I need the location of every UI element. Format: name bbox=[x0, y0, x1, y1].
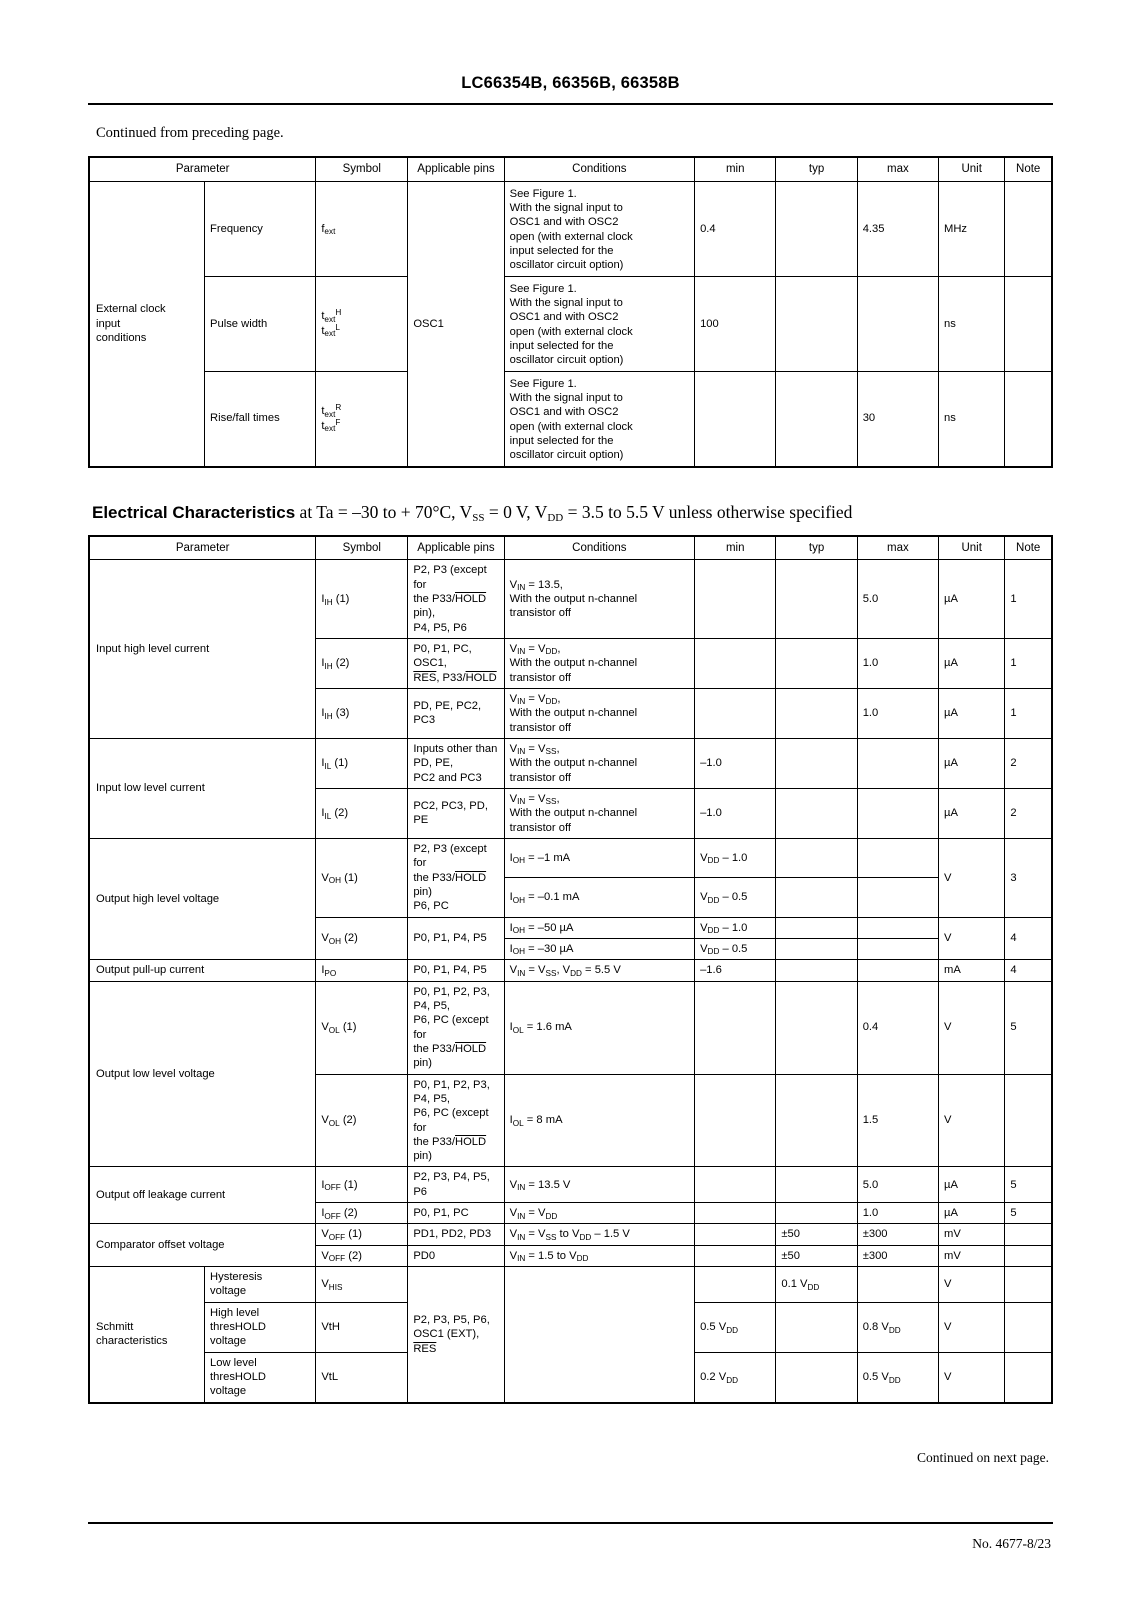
unit-vol1: V bbox=[939, 981, 1005, 1074]
typ-voh2-b bbox=[776, 938, 857, 959]
col-symbol: Symbol bbox=[316, 536, 408, 560]
min-iil2: –1.0 bbox=[695, 788, 776, 838]
typ-rise-fall bbox=[776, 371, 857, 466]
min-voh2-a: $V_{DD} - 1.0$ bbox=[695, 917, 776, 938]
min-pulse-width: 100 bbox=[695, 276, 776, 371]
section-heading-rest: at Ta = –30 to + 70°C, V bbox=[295, 501, 473, 522]
note-iil1: 2 bbox=[1005, 738, 1052, 788]
page-number: No. 4677-8/23 bbox=[972, 1535, 1051, 1551]
note-iih3: 1 bbox=[1005, 688, 1052, 738]
unit-iih1: µA bbox=[939, 560, 1005, 639]
conditions-voh1-a: $I_{OH} = -1$ mA bbox=[504, 838, 694, 877]
col-unit: Unit bbox=[939, 536, 1005, 560]
typ-frequency bbox=[776, 181, 857, 276]
symbol-iil1: $I_{IL}$ (1) bbox=[316, 738, 408, 788]
typ-iih3 bbox=[776, 688, 857, 738]
pins-iih3: PD, PE, PC2, PC3 bbox=[408, 688, 504, 738]
min-iih1 bbox=[695, 560, 776, 639]
note-vtl bbox=[1005, 1352, 1052, 1402]
unit-vol2: V bbox=[939, 1074, 1005, 1167]
col-note: Note bbox=[1005, 157, 1052, 181]
symbol-iih3: $I_{IH}$ (3) bbox=[316, 688, 408, 738]
note-voh2: 4 bbox=[1005, 917, 1052, 960]
symbol-text-rise-fall: $t_{ext}^R$ $t_{ext}^F$ bbox=[316, 371, 408, 466]
symbol-fext: $f_{ext}$ bbox=[316, 181, 408, 276]
conditions-rise-fall: See Figure 1. With the signal input to OSC1 and with OSC2 open (with external clock input selected for the oscillator circuit option) bbox=[504, 371, 694, 466]
typ-voh1-b bbox=[776, 878, 857, 917]
min-vtl: 0.2 $V_{DD}$ bbox=[695, 1352, 776, 1402]
symbol-voh2: $V_{OH}$ (2) bbox=[316, 917, 408, 960]
page-title: LC66354B, 66356B, 66358B bbox=[461, 74, 680, 92]
pins-voff1: PD1, PD2, PD3 bbox=[408, 1224, 504, 1245]
pins-iih2: P0, P1, PC, OSC1, $\overline{RES}$, P33/HOLD bbox=[408, 638, 504, 688]
unit-vhis: V bbox=[939, 1267, 1005, 1303]
symbol-vol2: $V_{OL}$ (2) bbox=[316, 1074, 408, 1167]
col-symbol: Symbol bbox=[316, 157, 408, 181]
symbol-vth: VtH bbox=[316, 1302, 408, 1352]
symbol-ioff1: $I_{OFF}$ (1) bbox=[316, 1167, 408, 1203]
typ-vtl bbox=[776, 1352, 857, 1402]
pins-voh2: P0, P1, P4, P5 bbox=[408, 917, 504, 960]
unit-iil1: µA bbox=[939, 738, 1005, 788]
section-heading-sub2: DD bbox=[547, 511, 564, 524]
unit-iih2: µA bbox=[939, 638, 1005, 688]
symbol-voff1: $V_{OFF}$ (1) bbox=[316, 1224, 408, 1245]
typ-vol1 bbox=[776, 981, 857, 1074]
min-iih2 bbox=[695, 638, 776, 688]
group-label-input-high-level-current: Input high level current bbox=[89, 560, 316, 739]
max-vth: 0.8 $V_{DD}$ bbox=[857, 1302, 938, 1352]
max-vol1: 0.4 bbox=[857, 981, 938, 1074]
typ-iih1 bbox=[776, 560, 857, 639]
group-label-output-high-level-voltage: Output high level voltage bbox=[89, 838, 316, 959]
unit-voh1: V bbox=[939, 838, 1005, 917]
symbol-ioff2: $I_{OFF}$ (2) bbox=[316, 1203, 408, 1224]
typ-voh2-a bbox=[776, 917, 857, 938]
conditions-vol1: $I_{OL} = 1.6$ mA bbox=[504, 981, 694, 1074]
pins-vol1: P0, P1, P2, P3, P4, P5, P6, PC (except for the P33/HOLD pin) bbox=[408, 981, 504, 1074]
symbol-iih2: $I_{IH}$ (2) bbox=[316, 638, 408, 688]
unit-frequency: MHz bbox=[939, 181, 1005, 276]
note-iih2: 1 bbox=[1005, 638, 1052, 688]
min-vol2 bbox=[695, 1074, 776, 1167]
typ-voff1: ±50 bbox=[776, 1224, 857, 1245]
unit-voff1: mV bbox=[939, 1224, 1005, 1245]
conditions-ipo: $V_{IN} = V_{SS}$, $V_{DD} = 5.5$ V bbox=[504, 960, 694, 981]
pins-vol2: P0, P1, P2, P3, P4, P5, P6, PC (except for the P33/HOLD pin) bbox=[408, 1074, 504, 1167]
note-ioff1: 5 bbox=[1005, 1167, 1052, 1203]
max-vol2: 1.5 bbox=[857, 1074, 938, 1167]
conditions-iil2: $V_{IN} = V_{SS}$, With the output n-channel transistor off bbox=[504, 788, 694, 838]
table-row bbox=[89, 560, 1052, 639]
group-label-external-clock: External clock input conditions bbox=[89, 181, 205, 466]
table-row bbox=[89, 838, 1052, 877]
note-pulse-width bbox=[1005, 276, 1052, 371]
max-voh1-a bbox=[857, 838, 938, 877]
section-heading-end: = 3.5 to 5.5 V unless otherwise specified bbox=[563, 501, 853, 522]
group-label-output-pullup-current: Output pull-up current bbox=[89, 960, 316, 981]
max-iil2 bbox=[857, 788, 938, 838]
note-ipo: 4 bbox=[1005, 960, 1052, 981]
conditions-voh1-b: $I_{OH} = -0.1$ mA bbox=[504, 878, 694, 917]
unit-vtl: V bbox=[939, 1352, 1005, 1402]
conditions-voff2: $V_{IN} = 1.5$ to $V_{DD}$ bbox=[504, 1245, 694, 1266]
note-ioff2: 5 bbox=[1005, 1203, 1052, 1224]
col-applicable-pins: Applicable pins bbox=[408, 536, 504, 560]
typ-ioff2 bbox=[776, 1203, 857, 1224]
max-ioff2: 1.0 bbox=[857, 1203, 938, 1224]
note-vhis bbox=[1005, 1267, 1052, 1303]
conditions-ioff1: $V_{IN} = 13.5$ V bbox=[504, 1167, 694, 1203]
note-voff2 bbox=[1005, 1245, 1052, 1266]
header-divider bbox=[88, 103, 1053, 105]
col-max: max bbox=[857, 536, 938, 560]
col-conditions: Conditions bbox=[504, 157, 694, 181]
section-heading-electrical-characteristics bbox=[92, 502, 1053, 523]
typ-voff2: ±50 bbox=[776, 1245, 857, 1266]
conditions-frequency: See Figure 1. With the signal input to OSC1 and with OSC2 open (with external clock input selected for the oscillator circuit option) bbox=[504, 181, 694, 276]
conditions-pulse-width: See Figure 1. With the signal input to OSC1 and with OSC2 open (with external clock input selected for the oscillator circuit option) bbox=[504, 276, 694, 371]
pins-ipo: P0, P1, P4, P5 bbox=[408, 960, 504, 981]
unit-ioff1: µA bbox=[939, 1167, 1005, 1203]
continued-from-note: Continued from preceding page. bbox=[96, 125, 284, 141]
param-rise-fall-times: Rise/fall times bbox=[205, 371, 316, 466]
group-label-input-low-level-current: Input low level current bbox=[89, 738, 316, 838]
typ-vth bbox=[776, 1302, 857, 1352]
max-vtl: 0.5 $V_{DD}$ bbox=[857, 1352, 938, 1402]
col-unit: Unit bbox=[939, 157, 1005, 181]
unit-rise-fall: ns bbox=[939, 371, 1005, 466]
min-ioff2 bbox=[695, 1203, 776, 1224]
unit-voh2: V bbox=[939, 917, 1005, 960]
electrical-characteristics-table bbox=[88, 535, 1053, 1404]
min-ioff1 bbox=[695, 1167, 776, 1203]
max-voh2-b bbox=[857, 938, 938, 959]
min-iil1: –1.0 bbox=[695, 738, 776, 788]
max-frequency: 4.35 bbox=[857, 181, 938, 276]
table-row bbox=[89, 1167, 1052, 1203]
group-label-schmitt-characteristics: Schmitt characteristics bbox=[89, 1267, 205, 1403]
pins-ioff2: P0, P1, PC bbox=[408, 1203, 504, 1224]
group-label-output-off-leakage-current: Output off leakage current bbox=[89, 1167, 316, 1224]
note-vth bbox=[1005, 1302, 1052, 1352]
max-iih3: 1.0 bbox=[857, 688, 938, 738]
typ-iil1 bbox=[776, 738, 857, 788]
col-note: Note bbox=[1005, 536, 1052, 560]
max-pulse-width bbox=[857, 276, 938, 371]
table-row bbox=[89, 181, 1052, 276]
min-voh1-b: $V_{DD} - 0.5$ bbox=[695, 878, 776, 917]
symbol-voff2: $V_{OFF}$ (2) bbox=[316, 1245, 408, 1266]
unit-iih3: µA bbox=[939, 688, 1005, 738]
group-label-output-low-level-voltage: Output low level voltage bbox=[89, 981, 316, 1167]
min-voff1 bbox=[695, 1224, 776, 1245]
col-conditions: Conditions bbox=[504, 536, 694, 560]
note-vol1: 5 bbox=[1005, 981, 1052, 1074]
param-pulse-width: Pulse width bbox=[205, 276, 316, 371]
unit-vth: V bbox=[939, 1302, 1005, 1352]
min-rise-fall bbox=[695, 371, 776, 466]
min-vhis bbox=[695, 1267, 776, 1303]
max-voh2-a bbox=[857, 917, 938, 938]
conditions-voh2-a: $I_{OH} = -50$ µA bbox=[504, 917, 694, 938]
max-iih2: 1.0 bbox=[857, 638, 938, 688]
min-voh1-a: $V_{DD} - 1.0$ bbox=[695, 838, 776, 877]
note-rise-fall bbox=[1005, 371, 1052, 466]
max-iil1 bbox=[857, 738, 938, 788]
symbol-vhis: $V_{HIS}$ bbox=[316, 1267, 408, 1303]
max-voh1-b bbox=[857, 878, 938, 917]
max-voff2: ±300 bbox=[857, 1245, 938, 1266]
max-ioff1: 5.0 bbox=[857, 1167, 938, 1203]
pins-schmitt: P2, P3, P5, P6, OSC1 (EXT), $\overline{RES}$ bbox=[408, 1267, 504, 1403]
section-heading-mid: = 0 V, V bbox=[484, 501, 548, 522]
symbol-ipo: $I_{PO}$ bbox=[316, 960, 408, 981]
min-vol1 bbox=[695, 981, 776, 1074]
note-vol2 bbox=[1005, 1074, 1052, 1167]
typ-vol2 bbox=[776, 1074, 857, 1167]
pins-ioff1: P2, P3, P4, P5, P6 bbox=[408, 1167, 504, 1203]
unit-ipo: mA bbox=[939, 960, 1005, 981]
pins-iil2: PC2, PC3, PD, PE bbox=[408, 788, 504, 838]
external-clock-table bbox=[88, 156, 1053, 468]
conditions-voh2-b: $I_{OH} = -30$ µA bbox=[504, 938, 694, 959]
max-iih1: 5.0 bbox=[857, 560, 938, 639]
col-applicable-pins: Applicable pins bbox=[408, 157, 504, 181]
symbol-iih1: $I_{IH}$ (1) bbox=[316, 560, 408, 639]
min-voff2 bbox=[695, 1245, 776, 1266]
param-frequency: Frequency bbox=[205, 181, 316, 276]
pins-iih1: P2, P3 (except for the P33/HOLD pin), P4, P5, P6 bbox=[408, 560, 504, 639]
unit-ioff2: µA bbox=[939, 1203, 1005, 1224]
max-rise-fall: 30 bbox=[857, 371, 938, 466]
col-max: max bbox=[857, 157, 938, 181]
col-typ: typ bbox=[776, 536, 857, 560]
note-iih1: 1 bbox=[1005, 560, 1052, 639]
typ-voh1-a bbox=[776, 838, 857, 877]
max-voff1: ±300 bbox=[857, 1224, 938, 1245]
col-typ: typ bbox=[776, 157, 857, 181]
symbol-voh1: $V_{OH}$ (1) bbox=[316, 838, 408, 917]
table-row bbox=[89, 981, 1052, 1074]
max-vhis bbox=[857, 1267, 938, 1303]
table-row bbox=[89, 371, 1052, 466]
typ-ioff1 bbox=[776, 1167, 857, 1203]
sublabel-high-level-threshold-voltage: High level thresHOLD voltage bbox=[205, 1302, 316, 1352]
max-ipo bbox=[857, 960, 938, 981]
note-iil2: 2 bbox=[1005, 788, 1052, 838]
col-min: min bbox=[695, 536, 776, 560]
conditions-voff1: $V_{IN} = V_{SS}$ to $V_{DD} - 1.5$ V bbox=[504, 1224, 694, 1245]
conditions-ioff2: $V_{IN} = V_{DD}$ bbox=[504, 1203, 694, 1224]
conditions-vol2: $I_{OL} = 8$ mA bbox=[504, 1074, 694, 1167]
min-vth: 0.5 $V_{DD}$ bbox=[695, 1302, 776, 1352]
sublabel-hysteresis-voltage: Hysteresis voltage bbox=[205, 1267, 316, 1303]
note-frequency bbox=[1005, 181, 1052, 276]
table-row bbox=[89, 738, 1052, 788]
table-header-row bbox=[89, 536, 1052, 560]
min-iih3 bbox=[695, 688, 776, 738]
note-voh1: 3 bbox=[1005, 838, 1052, 917]
col-parameter: Parameter bbox=[89, 536, 316, 560]
unit-iil2: µA bbox=[939, 788, 1005, 838]
pins-voh1: P2, P3 (except for the P33/HOLD pin) P6, PC bbox=[408, 838, 504, 917]
continued-next-note: Continued on next page. bbox=[917, 1449, 1049, 1465]
col-parameter: Parameter bbox=[89, 157, 316, 181]
group-label-comparator-offset-voltage: Comparator offset voltage bbox=[89, 1224, 316, 1267]
typ-iil2 bbox=[776, 788, 857, 838]
symbol-iil2: $I_{IL}$ (2) bbox=[316, 788, 408, 838]
table-header-row bbox=[89, 157, 1052, 181]
applicable-pins-osc1: OSC1 bbox=[408, 181, 504, 466]
min-ipo: –1.6 bbox=[695, 960, 776, 981]
typ-pulse-width bbox=[776, 276, 857, 371]
col-min: min bbox=[695, 157, 776, 181]
pins-iil1: Inputs other than PD, PE, PC2 and PC3 bbox=[408, 738, 504, 788]
section-heading-sub1: SS bbox=[472, 511, 485, 524]
min-frequency: 0.4 bbox=[695, 181, 776, 276]
min-voh2-b: $V_{DD} - 0.5$ bbox=[695, 938, 776, 959]
table-row bbox=[89, 960, 1052, 981]
unit-voff2: mV bbox=[939, 1245, 1005, 1266]
symbol-text-pulse: $t_{ext}^H$ $t_{ext}^L$ bbox=[316, 276, 408, 371]
typ-vhis: 0.1 $V_{DD}$ bbox=[776, 1267, 857, 1303]
note-voff1 bbox=[1005, 1224, 1052, 1245]
conditions-iil1: $V_{IN} = V_{SS}$, With the output n-channel transistor off bbox=[504, 738, 694, 788]
conditions-iih3: $V_{IN} = V_{DD}$, With the output n-channel transistor off bbox=[504, 688, 694, 738]
footer-divider bbox=[88, 1522, 1053, 1524]
symbol-vol1: $V_{OL}$ (1) bbox=[316, 981, 408, 1074]
section-heading-bold: Electrical Characteristics bbox=[92, 502, 296, 522]
conditions-iih1: $V_{IN} = 13.5$, With the output n-channel transistor off bbox=[504, 560, 694, 639]
conditions-iih2: $V_{IN} = V_{DD}$, With the output n-channel transistor off bbox=[504, 638, 694, 688]
table-row bbox=[89, 1267, 1052, 1303]
typ-ipo bbox=[776, 960, 857, 981]
symbol-vtl: VtL bbox=[316, 1352, 408, 1402]
pins-voff2: PD0 bbox=[408, 1245, 504, 1266]
table-row bbox=[89, 276, 1052, 371]
table-row bbox=[89, 1224, 1052, 1245]
conditions-schmitt bbox=[504, 1267, 694, 1403]
sublabel-low-level-threshold-voltage: Low level thresHOLD voltage bbox=[205, 1352, 316, 1402]
typ-iih2 bbox=[776, 638, 857, 688]
unit-pulse-width: ns bbox=[939, 276, 1005, 371]
